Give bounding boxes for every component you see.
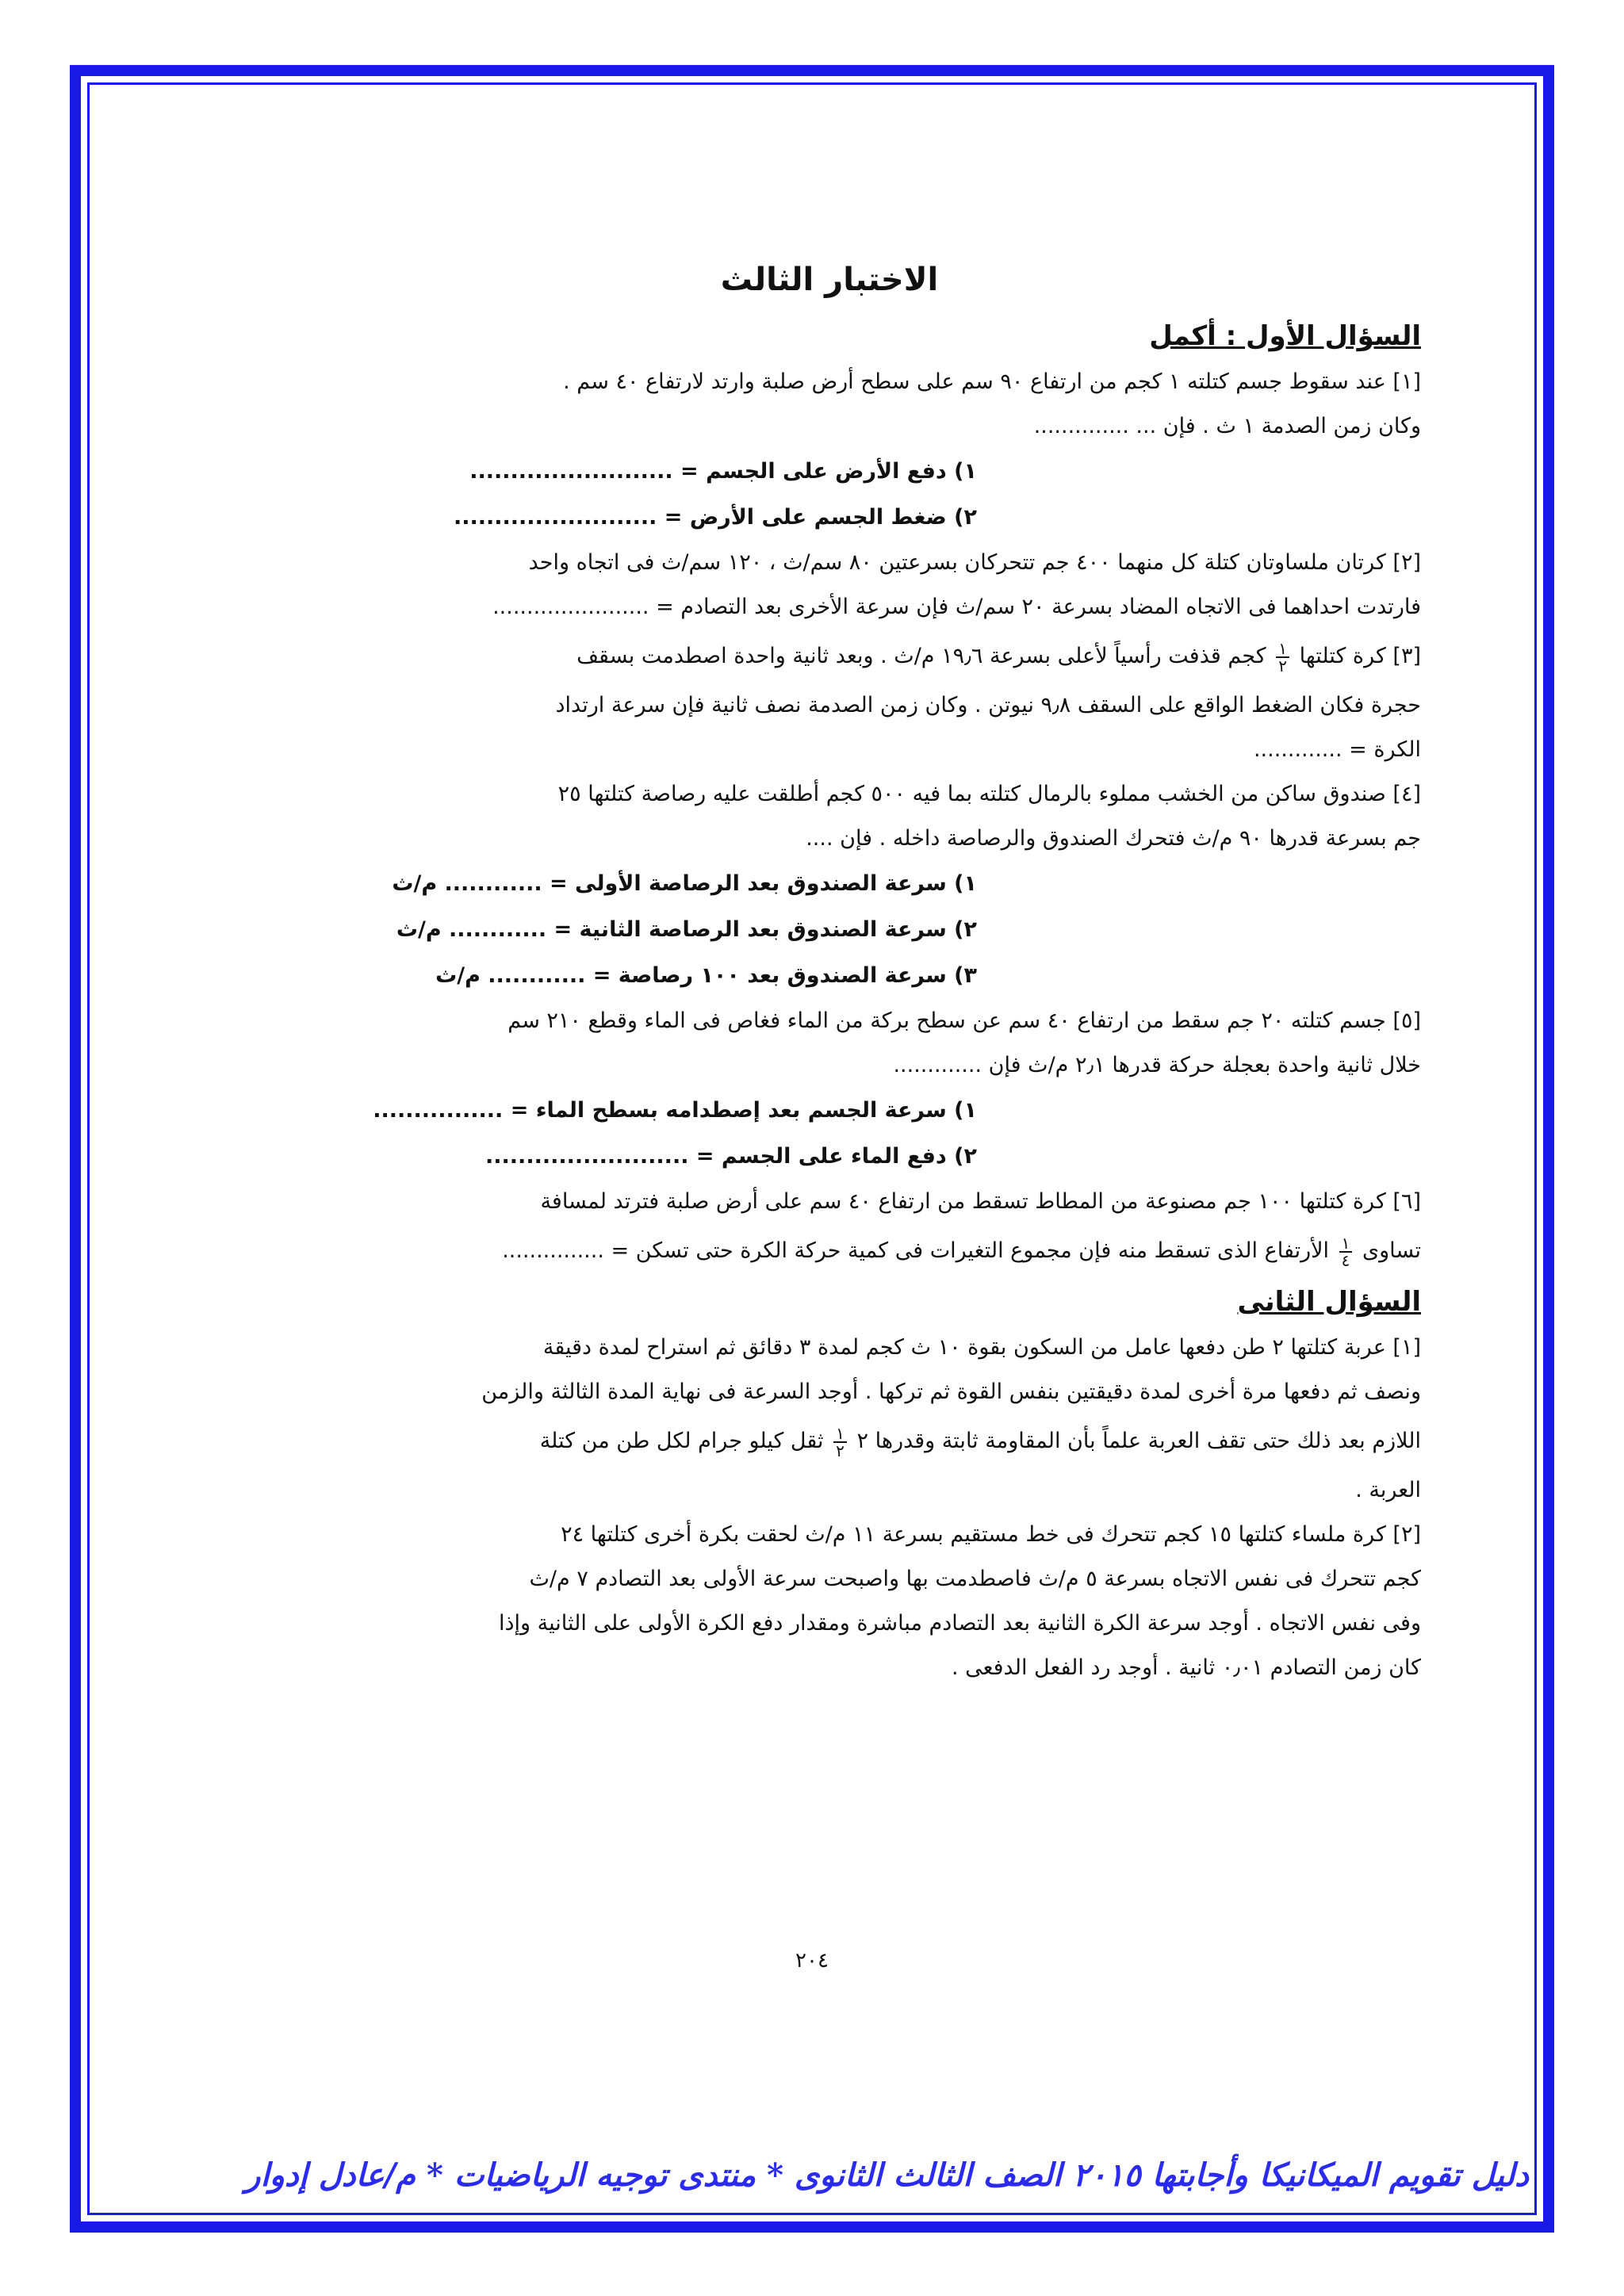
- question-text: ونصف ثم دفعها مرة أخرى لمدة دقيقتين بنفس القوة ثم تركها . أوجد السرعة فى نهاية المدة الثالثة والزمن: [481, 1380, 1421, 1404]
- fraction-quarter: $\frac{١}{٤}$: [1339, 1235, 1353, 1269]
- question-text-with-fraction: [238, 629, 1421, 683]
- question-subitem: ٢) ضغط الجسم على الأرض = .........................: [453, 505, 977, 530]
- question-text: خلال ثانية واحدة بعجلة حركة قدرها ٢٫١ م/ث فإن .............: [893, 1053, 1421, 1077]
- question-text: ثقل كيلو جرام لكل طن من كتلة: [539, 1429, 824, 1453]
- footer-caption: دليل تقويم الميكانيكا وأجابتها ٢٠١٥ الصف الثالث الثانوى * منتدى توجيه الرياضيات * م/عادل إدوار: [245, 2156, 1529, 2194]
- question-text-with-fraction: [238, 1224, 1421, 1278]
- question-text: حجرة فكان الضغط الواقع على السقف ٩٫٨ نيوتن . وكان زمن الصدمة نصف ثانية فإن سرعة ارتداد: [555, 693, 1421, 718]
- question-text: [١] عربة كتلتها ٢ طن دفعها عامل من السكون بقوة ١٠ ث كجم لمدة ٣ دقائق ثم استراح لمدة دقيقة: [542, 1335, 1421, 1360]
- question-1-heading: السؤال الأول : أكمل: [1149, 320, 1421, 352]
- question-text: كان زمن التصادم ٠٫٠١ ثانية . أوجد رد الفعل الدفعى .: [951, 1655, 1421, 1680]
- question-text: [٣] كرة كتلتها: [1299, 644, 1421, 668]
- question-text: [٥] جسم كتلته ٢٠ جم سقط من ارتفاع ٤٠ سم عن سطح بركة من الماء فغاص فى الماء وقطع ٢١٠ سم: [508, 1008, 1421, 1033]
- question-text: اللازم بعد ذلك حتى تقف العربة علماً بأن المقاومة ثابتة وقدرها ٢: [856, 1429, 1421, 1453]
- question-text: العربة .: [1355, 1478, 1421, 1502]
- page-number: ٢٠٤: [795, 1949, 829, 1973]
- question-text: تساوى: [1362, 1238, 1421, 1263]
- question-text: وفى نفس الاتجاه . أوجد سرعة الكرة الثانية بعد التصادم مباشرة ومقدار دفع الكرة الأولى على الثانية وإذا: [498, 1611, 1421, 1636]
- question-text-with-fraction: [238, 1414, 1421, 1468]
- question-text: فارتدت احداهما فى الاتجاه المضاد بسرعة ٢٠ سم/ث فإن سرعة الأخرى بعد التصادم = .......................: [492, 595, 1421, 619]
- question-text: جم بسرعة قدرها ٩٠ م/ث فتحرك الصندوق والرصاصة داخله . فإن ....: [806, 826, 1421, 851]
- question-2-heading: السؤال الثانى: [1237, 1286, 1421, 1318]
- question-subitem: ١) سرعة الصندوق بعد الرصاصة الأولى = ............ م/ث: [392, 871, 977, 896]
- border-corner-ornament: [70, 65, 105, 100]
- question-text: وكان زمن الصدمة ١ ث . فإن ... ..............: [1033, 414, 1421, 438]
- document-body: [238, 262, 1421, 1690]
- question-text: الأرتفاع الذى تسقط منه فإن مجموع التغيرات فى كمية حركة الكرة حتى تسكن = ...............: [502, 1238, 1330, 1263]
- border-corner-ornament: [1519, 2198, 1554, 2233]
- border-corner-ornament: [1519, 65, 1554, 100]
- question-subitem: ١) سرعة الجسم بعد إصطدامه بسطح الماء = ................: [373, 1098, 977, 1123]
- question-text: الكرة = .............: [1253, 737, 1421, 762]
- page-title: الاختبار الثالث: [720, 262, 939, 298]
- question-text: كجم تتحرك فى نفس الاتجاه بسرعة ٥ م/ث فاصطدمت بها واصبحت سرعة الأولى بعد التصادم ٧ م/ث: [529, 1567, 1421, 1591]
- question-subitem: ٢) دفع الماء على الجسم = .........................: [485, 1144, 977, 1169]
- question-text: كجم قذفت رأسياً لأعلى بسرعة ١٩٫٦ م/ث . وبعد ثانية واحدة اصطدمت بسقف: [576, 644, 1266, 668]
- question-text: [٦] كرة كتلتها ١٠٠ جم مصنوعة من المطاط تسقط من ارتفاع ٤٠ سم على أرض صلبة فترتد لمسافة: [540, 1189, 1421, 1214]
- question-text: [١] عند سقوط جسم كتلته ١ كجم من ارتفاع ٩٠ سم على سطح أرض صلبة وارتد لارتفاع ٤٠ سم .: [563, 369, 1421, 394]
- fraction-half: $\frac{١}{٢}$: [833, 1425, 847, 1459]
- question-text: [٢] كرة ملساء كتلتها ١٥ كجم تتحرك فى خط مستقيم بسرعة ١١ م/ث لحقت بكرة أخرى كتلتها ٢٤: [561, 1522, 1421, 1547]
- question-text: [٤] صندوق ساكن من الخشب مملوء بالرمال كتلته بما فيه ٥٠٠ كجم أطلقت عليه رصاصة كتلتها ٢٥: [557, 782, 1421, 806]
- border-corner-ornament: [70, 2198, 105, 2233]
- question-text: [٢] كرتان ملساوتان كتلة كل منهما ٤٠٠ جم تتحركان بسرعتين ٨٠ سم/ث ، ١٢٠ سم/ث فى اتجاه واحد: [528, 550, 1421, 575]
- question-subitem: ١) دفع الأرض على الجسم = .........................: [469, 459, 977, 484]
- fraction-half: $\frac{١}{٢}$: [1276, 641, 1289, 674]
- question-subitem: ٣) سرعة الصندوق بعد ١٠٠ رصاصة = ............ م/ث: [435, 963, 977, 988]
- question-subitem: ٢) سرعة الصندوق بعد الرصاصة الثانية = ............ م/ث: [396, 917, 977, 942]
